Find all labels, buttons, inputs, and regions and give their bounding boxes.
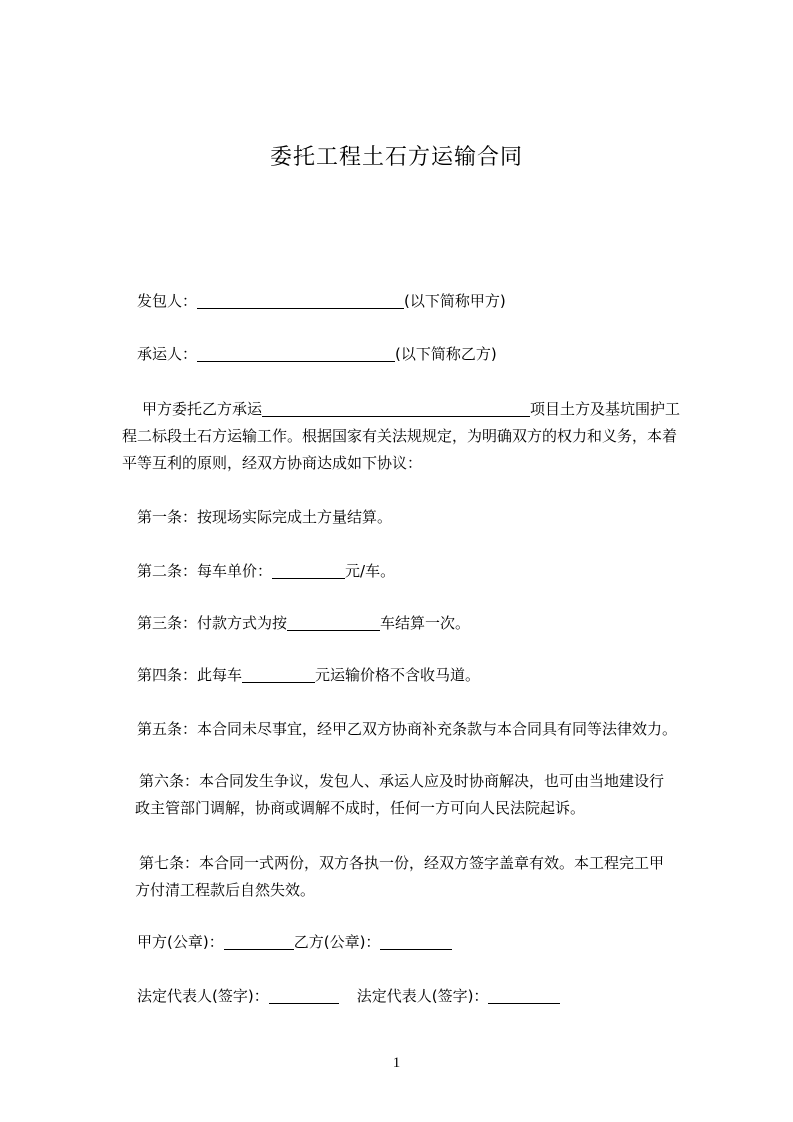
page-number: 1 (392, 1055, 401, 1071)
party-a-suffix: (以下简称甲方) (404, 292, 506, 310)
contract-title: 委托工程土石方运输合同 (269, 145, 523, 170)
intro-line-3: 平等互利的原则，经双方协商达成如下协议： (122, 454, 423, 472)
party-a-seal-blank[interactable] (224, 933, 294, 950)
party-b-label: 承运人： (137, 345, 198, 363)
intro-line-2: 程二标段土石方运输工作。根据国家有关法规规定，为明确双方的权力和义务，本着 (122, 427, 678, 445)
article-3-suffix: 车结算一次。 (380, 614, 471, 632)
party-a-seal-label: 甲方(公章)： (137, 933, 224, 951)
article-5: 第五条：本合同未尽事宜，经甲乙双方协商补充条款与本合同具有同等法律效力。 (137, 720, 678, 738)
seal-line (137, 931, 452, 953)
party-b-name-blank[interactable] (197, 345, 395, 362)
unit-price-blank[interactable] (272, 562, 345, 579)
party-a-name-blank[interactable] (197, 292, 404, 309)
article-4-prefix: 第四条：此每车 (137, 666, 243, 684)
intro-prefix: 甲方委托乙方承运 (142, 400, 263, 418)
rep-b-label: 法定代表人(签字)： (356, 987, 489, 1005)
settlement-trucks-blank[interactable] (287, 614, 380, 631)
rep-a-signature-blank[interactable] (269, 987, 339, 1004)
party-b-seal-blank[interactable] (380, 933, 452, 950)
article-7-line-1: 第七条：本合同一式两份，双方各执一份，经双方签字盖章有效。本工程完工甲 (139, 854, 665, 872)
article-2-suffix: 元/车。 (345, 562, 396, 580)
party-b-suffix: (以下简称乙方) (395, 345, 497, 363)
article-3 (137, 612, 470, 634)
project-name-blank[interactable] (262, 400, 530, 417)
party-b-line (137, 343, 497, 365)
party-a-line (137, 290, 506, 312)
rep-a-label: 法定代表人(签字)： (137, 987, 269, 1005)
intro-line-1 (142, 398, 680, 420)
article-3-prefix: 第三条：付款方式为按 (137, 614, 288, 632)
article-7-line-2: 方付清工程款后自然失效。 (135, 881, 316, 899)
article-4-suffix: 元运输价格不含收马道。 (315, 666, 481, 684)
intro-after-blank: 项目土方及基坑围护工 (530, 400, 681, 418)
article-4 (137, 664, 480, 686)
article-2 (137, 560, 395, 582)
representative-line (137, 985, 560, 1007)
party-a-label: 发包人： (137, 292, 198, 310)
article-2-prefix: 第二条：每车单价： (137, 562, 273, 580)
transport-price-blank[interactable] (242, 666, 315, 683)
party-b-seal-label: 乙方(公章)： (293, 933, 381, 951)
rep-b-signature-blank[interactable] (488, 987, 560, 1004)
article-1: 第一条：按现场实际完成土方量结算。 (137, 508, 393, 526)
article-6-line-1: 第六条：本合同发生争议，发包人、承运人应及时协商解决，也可由当地建设行 (139, 772, 665, 790)
article-6-line-2: 政主管部门调解，协商或调解不成时，任何一方可向人民法院起诉。 (135, 799, 586, 817)
